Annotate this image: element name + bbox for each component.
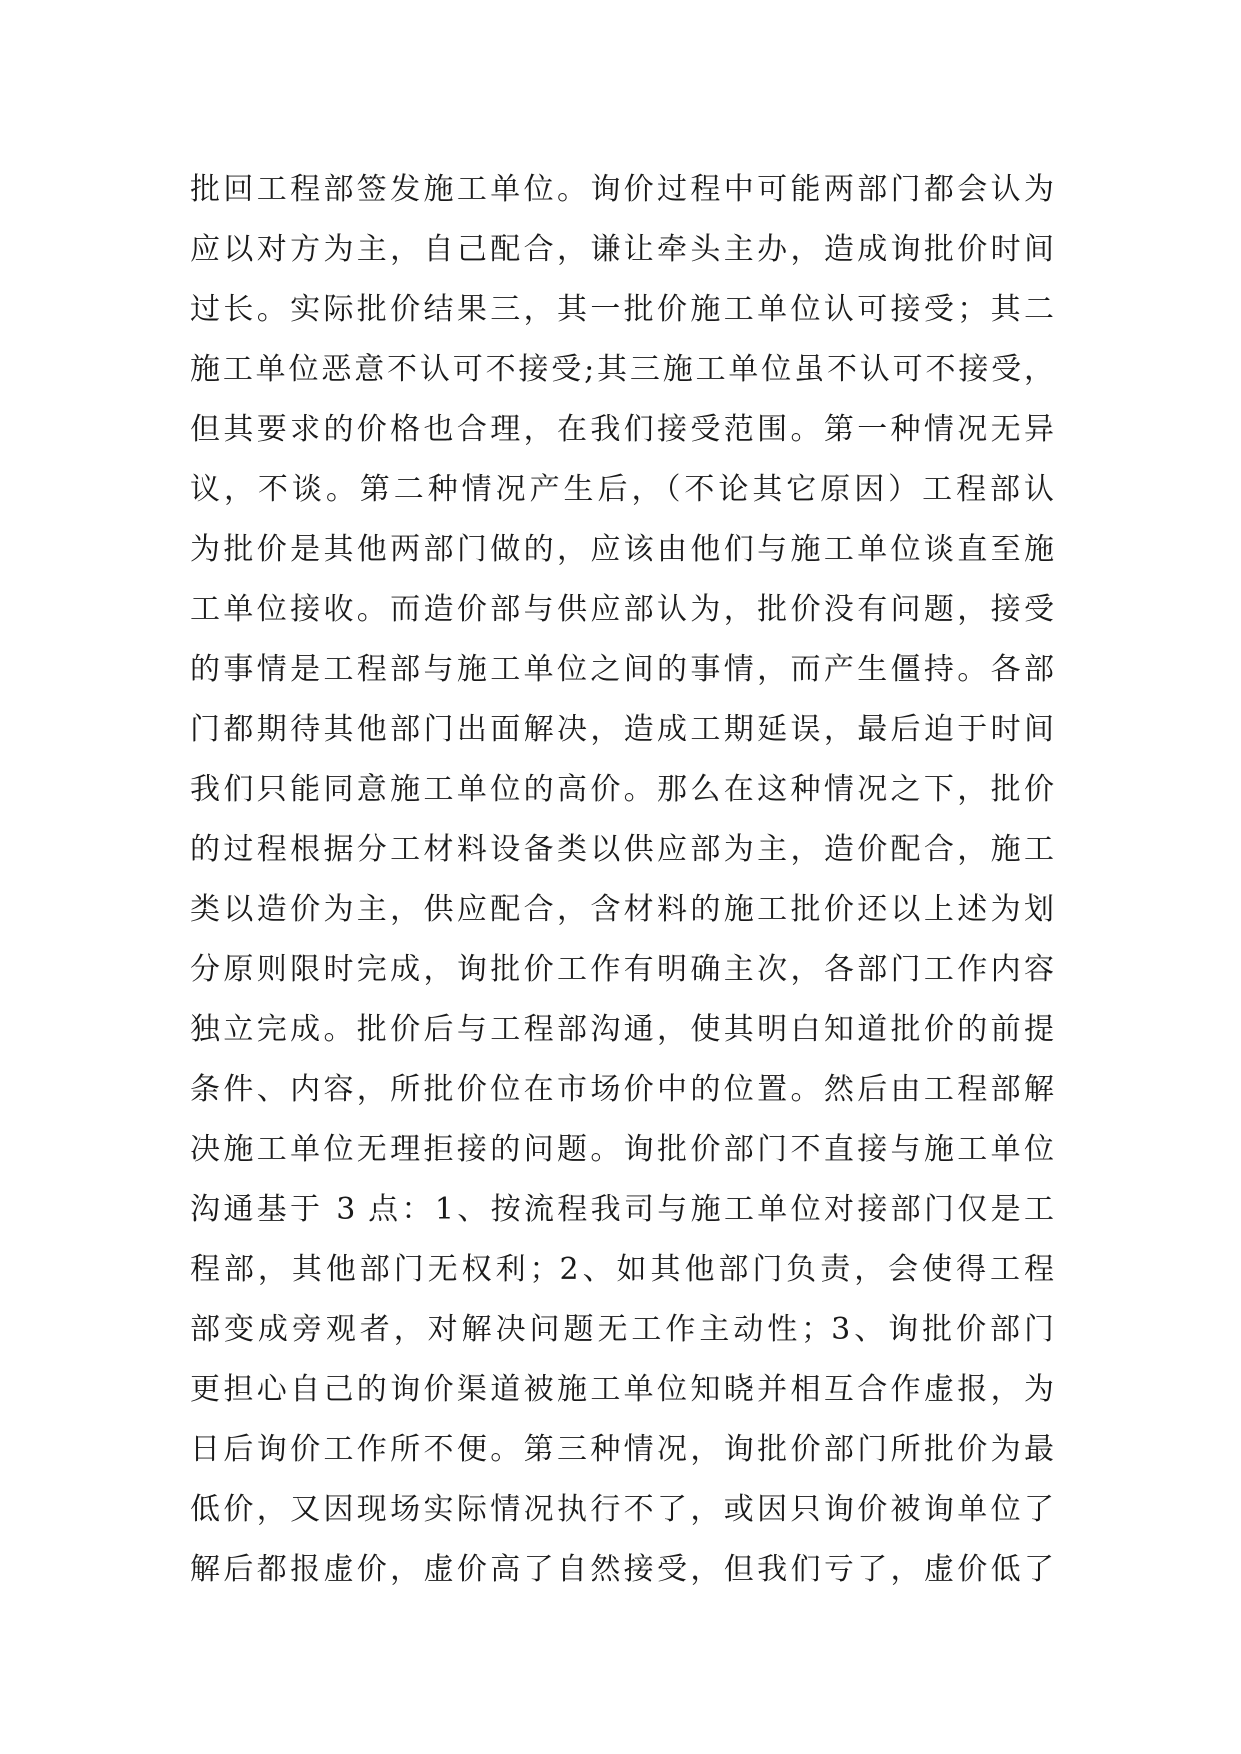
body-text (190, 160, 1054, 1600)
text-line: 施工单位恶意不认可不接受;其三施工单位虽不认可不接受， (190, 352, 1054, 387)
text-line: 低价，又因现场实际情况执行不了，或因只询价被询单位了 (190, 1492, 1054, 1527)
text-line: 独立完成。批价后与工程部沟通，使其明白知道批价的前提 (190, 1012, 1054, 1047)
text-line: 过长。实际批价结果三，其一批价施工单位认可接受；其二 (190, 292, 1054, 327)
text-line: 门都期待其他部门出面解决，造成工期延误，最后迫于时间 (190, 712, 1054, 747)
text-line: 决施工单位无理拒接的问题。询批价部门不直接与施工单位 (190, 1132, 1054, 1167)
text-line: 更担心自己的询价渠道被施工单位知晓并相互合作虚报，为 (190, 1372, 1054, 1407)
text-line: 部变成旁观者，对解决问题无工作主动性；3、询批价部门 (190, 1312, 1054, 1347)
text-line: 类以造价为主，供应配合，含材料的施工批价还以上述为划 (190, 892, 1054, 927)
text-line: 的过程根据分工材料设备类以供应部为主，造价配合，施工 (190, 832, 1054, 867)
text-line: 应以对方为主，自己配合，谦让牵头主办，造成询批价时间 (190, 232, 1054, 267)
text-line: 分原则限时完成，询批价工作有明确主次，各部门工作内容 (190, 952, 1054, 987)
text-line: 为批价是其他两部门做的，应该由他们与施工单位谈直至施 (190, 532, 1054, 567)
text-line: 工单位接收。而造价部与供应部认为，批价没有问题，接受 (190, 592, 1054, 627)
text-line: 沟通基于 3 点：1、按流程我司与施工单位对接部门仅是工 (190, 1192, 1054, 1227)
text-line: 程部，其他部门无权利；2、如其他部门负责，会使得工程 (190, 1252, 1054, 1287)
text-line: 的事情是工程部与施工单位之间的事情，而产生僵持。各部 (190, 652, 1054, 687)
text-line: 议，不谈。第二种情况产生后，（不论其它原因）工程部认 (190, 472, 1054, 507)
text-line: 解后都报虚价，虚价高了自然接受，但我们亏了，虚价低了 (190, 1552, 1054, 1587)
text-line: 日后询价工作所不便。第三种情况，询批价部门所批价为最 (190, 1432, 1054, 1467)
text-line: 但其要求的价格也合理，在我们接受范围。第一种情况无异 (190, 412, 1054, 447)
text-line: 条件、内容，所批价位在市场价中的位置。然后由工程部解 (190, 1072, 1054, 1107)
text-line: 批回工程部签发施工单位。询价过程中可能两部门都会认为 (190, 172, 1054, 207)
text-line: 我们只能同意施工单位的高价。那么在这种情况之下，批价 (190, 772, 1054, 807)
